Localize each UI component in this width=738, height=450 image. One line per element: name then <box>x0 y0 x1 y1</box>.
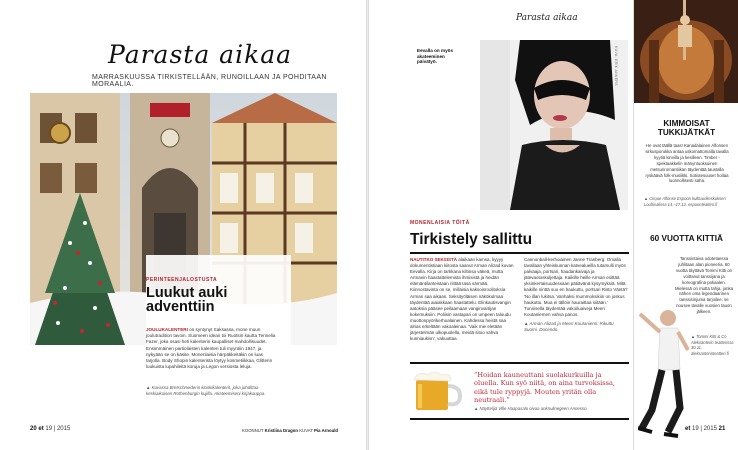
right-page <box>369 0 738 450</box>
dancer-photo <box>638 300 690 440</box>
portrait-caption: Eevalla on myös akateeminen päivätyö. <box>417 48 454 65</box>
stage-photo <box>634 0 738 103</box>
body-text: alaikaan kamsa, kyyyy dokumentistiaan kiitosta saanut Arman Alizad kuvan Eevalla. Kirja on tarkkana kiltinsa väkeä, mutta Armanin haastattelemista ihmisistä ja heidän elämäntilanteistaan riittää tasa särmää. Kiinnostavinta on se, millaisia kaksoisroolitoksia Arman saa aikaan. Seksityöläisen näkökulmaa täydentää aiaiakkaan haastattelu. Elinkautisvangin aatoksia pääsee peilaamaan vanginvartijan kokemuksiin. Poliisin vastapari on umpeen taluudu muottonpyörikerhoalainen. Kahdessa heistä saa alrias erkeltään vakoaleinaa. 'Vaik mie eletään järjestelmän ulkopuolella, meidä sitoo vahva kunniaukisn', vakuuttaa <box>410 257 514 342</box>
issue-number: 19 | 2015 <box>45 426 71 432</box>
quote-text: ”Hoidan kauneuttani suolakurkuilla ja oluella. Kun syö niitä, on aina turvoksissa, eikä tule ryppyjä. Mouten yritän olla neutraali.” <box>474 371 616 404</box>
section-subtitle: MARRASKUUSSA TIRKISTELLÄÄN, RUNOILLAAN JA POHDITAAN MORAALIA. <box>92 74 327 88</box>
credits <box>242 428 338 433</box>
rule-bottom <box>410 418 629 420</box>
article-column-2 <box>524 257 628 333</box>
sidebar <box>633 0 738 450</box>
article-body <box>146 327 276 370</box>
kicker: MONENLAISIA TÖITÄ <box>410 220 470 226</box>
photo-caption: ▲ Kuvassa Bretschneiderin kioskikalenterit, joka juhdittaa keskiaikaisen Rothenburgin kujilla. Akateemiseni kirjakauppa. <box>146 385 266 396</box>
sidebar-body-2: Tanssintaiva odotetaessa juhlitaan alan pioneeria. 60 vuotta täyttävä Tommi Kitti on voittanut tanssijana ja koreografina pokaalen. Mielessä on mutta tahja, jonka nähen oma legendaarinen tanssisinjuma tarjoilee: se nousee tavalle vuosien tauon jälkeen. <box>674 256 734 315</box>
book-credit: ▲ Arman Alizad ja Meeri Koutaniemi: Rikuttu Suomi. Docendo. <box>524 320 614 333</box>
headline: Luukut auki adventtiin <box>146 285 228 315</box>
beer-mug-icon <box>410 370 466 412</box>
article-column-1 <box>410 257 516 342</box>
section-title: Parasta aikaa <box>108 40 293 69</box>
sidebar-heading-1: KIMMOISAT TUKKIJÄTKÄT <box>657 119 716 137</box>
sidebar-caption-2: ▲ Tommi Kitti & Co Aleksanterin teatterissa 30.11. aleksanterinteatteri.fi <box>691 334 734 356</box>
body-text: on syntynyt Saksassa, mone muun joulutradition tavoin. Suomeen idean toi Ruotsin kautta Tennelia Fazer, joka osasi heti kalenterin kaupalliset mahdollisuudet. Ensimmäinen partiolaisten kalenteri tuli myyntiin 1947, ja nykyään se on käsite. Monenlaisia härpäkkeitäkin on luas tarjolla. Body Shopin kalenterista löytyy kosmetiikkaa, Glitterin luukuista lupahileitä koruja ja Legon versiosta leluja. <box>146 327 276 370</box>
sidebar-heading-2: 60 VUOTTA KITTIÄ <box>650 234 723 243</box>
portrait-photo <box>410 40 628 210</box>
headline: Tirkistely sallittu <box>410 231 533 248</box>
credits-editor: Kristiina Dragon <box>264 428 299 433</box>
magazine-logo: et <box>685 426 691 432</box>
issue-number: 19 | 2015 <box>692 426 717 432</box>
page-number: 21 <box>718 426 726 432</box>
body-text: Cannonball-kerhoiainen Janne Tranberg. Omalla tavallaan yhteiskunnan katvealueilla tutamulli myös palvaaja, portsari, haudankaivaja ja jätevaotoskuljettaja. Kaikille heille Arman esittää yksinkertaisuudessaan pätiävänä kysymyksiä. Mitä kaikille ninttä suo en haukuttu, portsari Risto Väntä? 'No illan lukitsa. Vanhaksi mummoksikiin on joskus haukuttu. Mua ei tällöin hauraittaa siitään.' Tunnisella täydentää vakoiluaiveja Meeri Koutaniemen vahva panos. <box>524 257 628 317</box>
quote-attribution: ▲ Näyttelijä Ville Haapasalo oivaa anknulinegeen Annesso. <box>474 406 588 411</box>
kicker: PERINTEENJALOSTUSTA <box>146 277 218 283</box>
body-lead: JOULUKALENTERI <box>146 327 188 332</box>
sidebar-caption-1: ▲ Cirque Alfonse Espoon kulttuurikeskuksen Louhisalissa 14.–17.12. espoonteatteri.fi <box>644 196 726 207</box>
sidebar-body-1: He ovat täällä taas! Kanadalainen Alfonsen sirkusporukka antaa uskomattomalla tavalla kyytiä kinvilla ja kesilleen. Timber -spektaakkelin mänyntuoksuinen metsuriromantiikan täydentää taustalla ryskäävä folk-musiikki. Sotiotesuuset hoitaa luonnollisesti saha. <box>645 143 729 184</box>
rule-quote <box>410 362 629 364</box>
photo-credit: KUVA: ERIK ANNERS <box>614 46 618 86</box>
rule-top <box>410 252 629 254</box>
credits-photo-label: KUVAT <box>299 428 313 433</box>
left-page <box>0 0 366 450</box>
credits-label: KOONNUT <box>242 428 264 433</box>
page-header: Parasta aikaa <box>516 13 578 23</box>
quote-box <box>410 366 629 416</box>
folio-left <box>30 426 70 432</box>
body-lead: NAUTITKO SEKSISTÄ <box>410 257 458 262</box>
page-number: 20 <box>30 426 37 432</box>
folio-right <box>685 426 725 432</box>
credits-photographer: Pia Arnould <box>314 428 339 433</box>
magazine-logo: et <box>38 426 44 432</box>
